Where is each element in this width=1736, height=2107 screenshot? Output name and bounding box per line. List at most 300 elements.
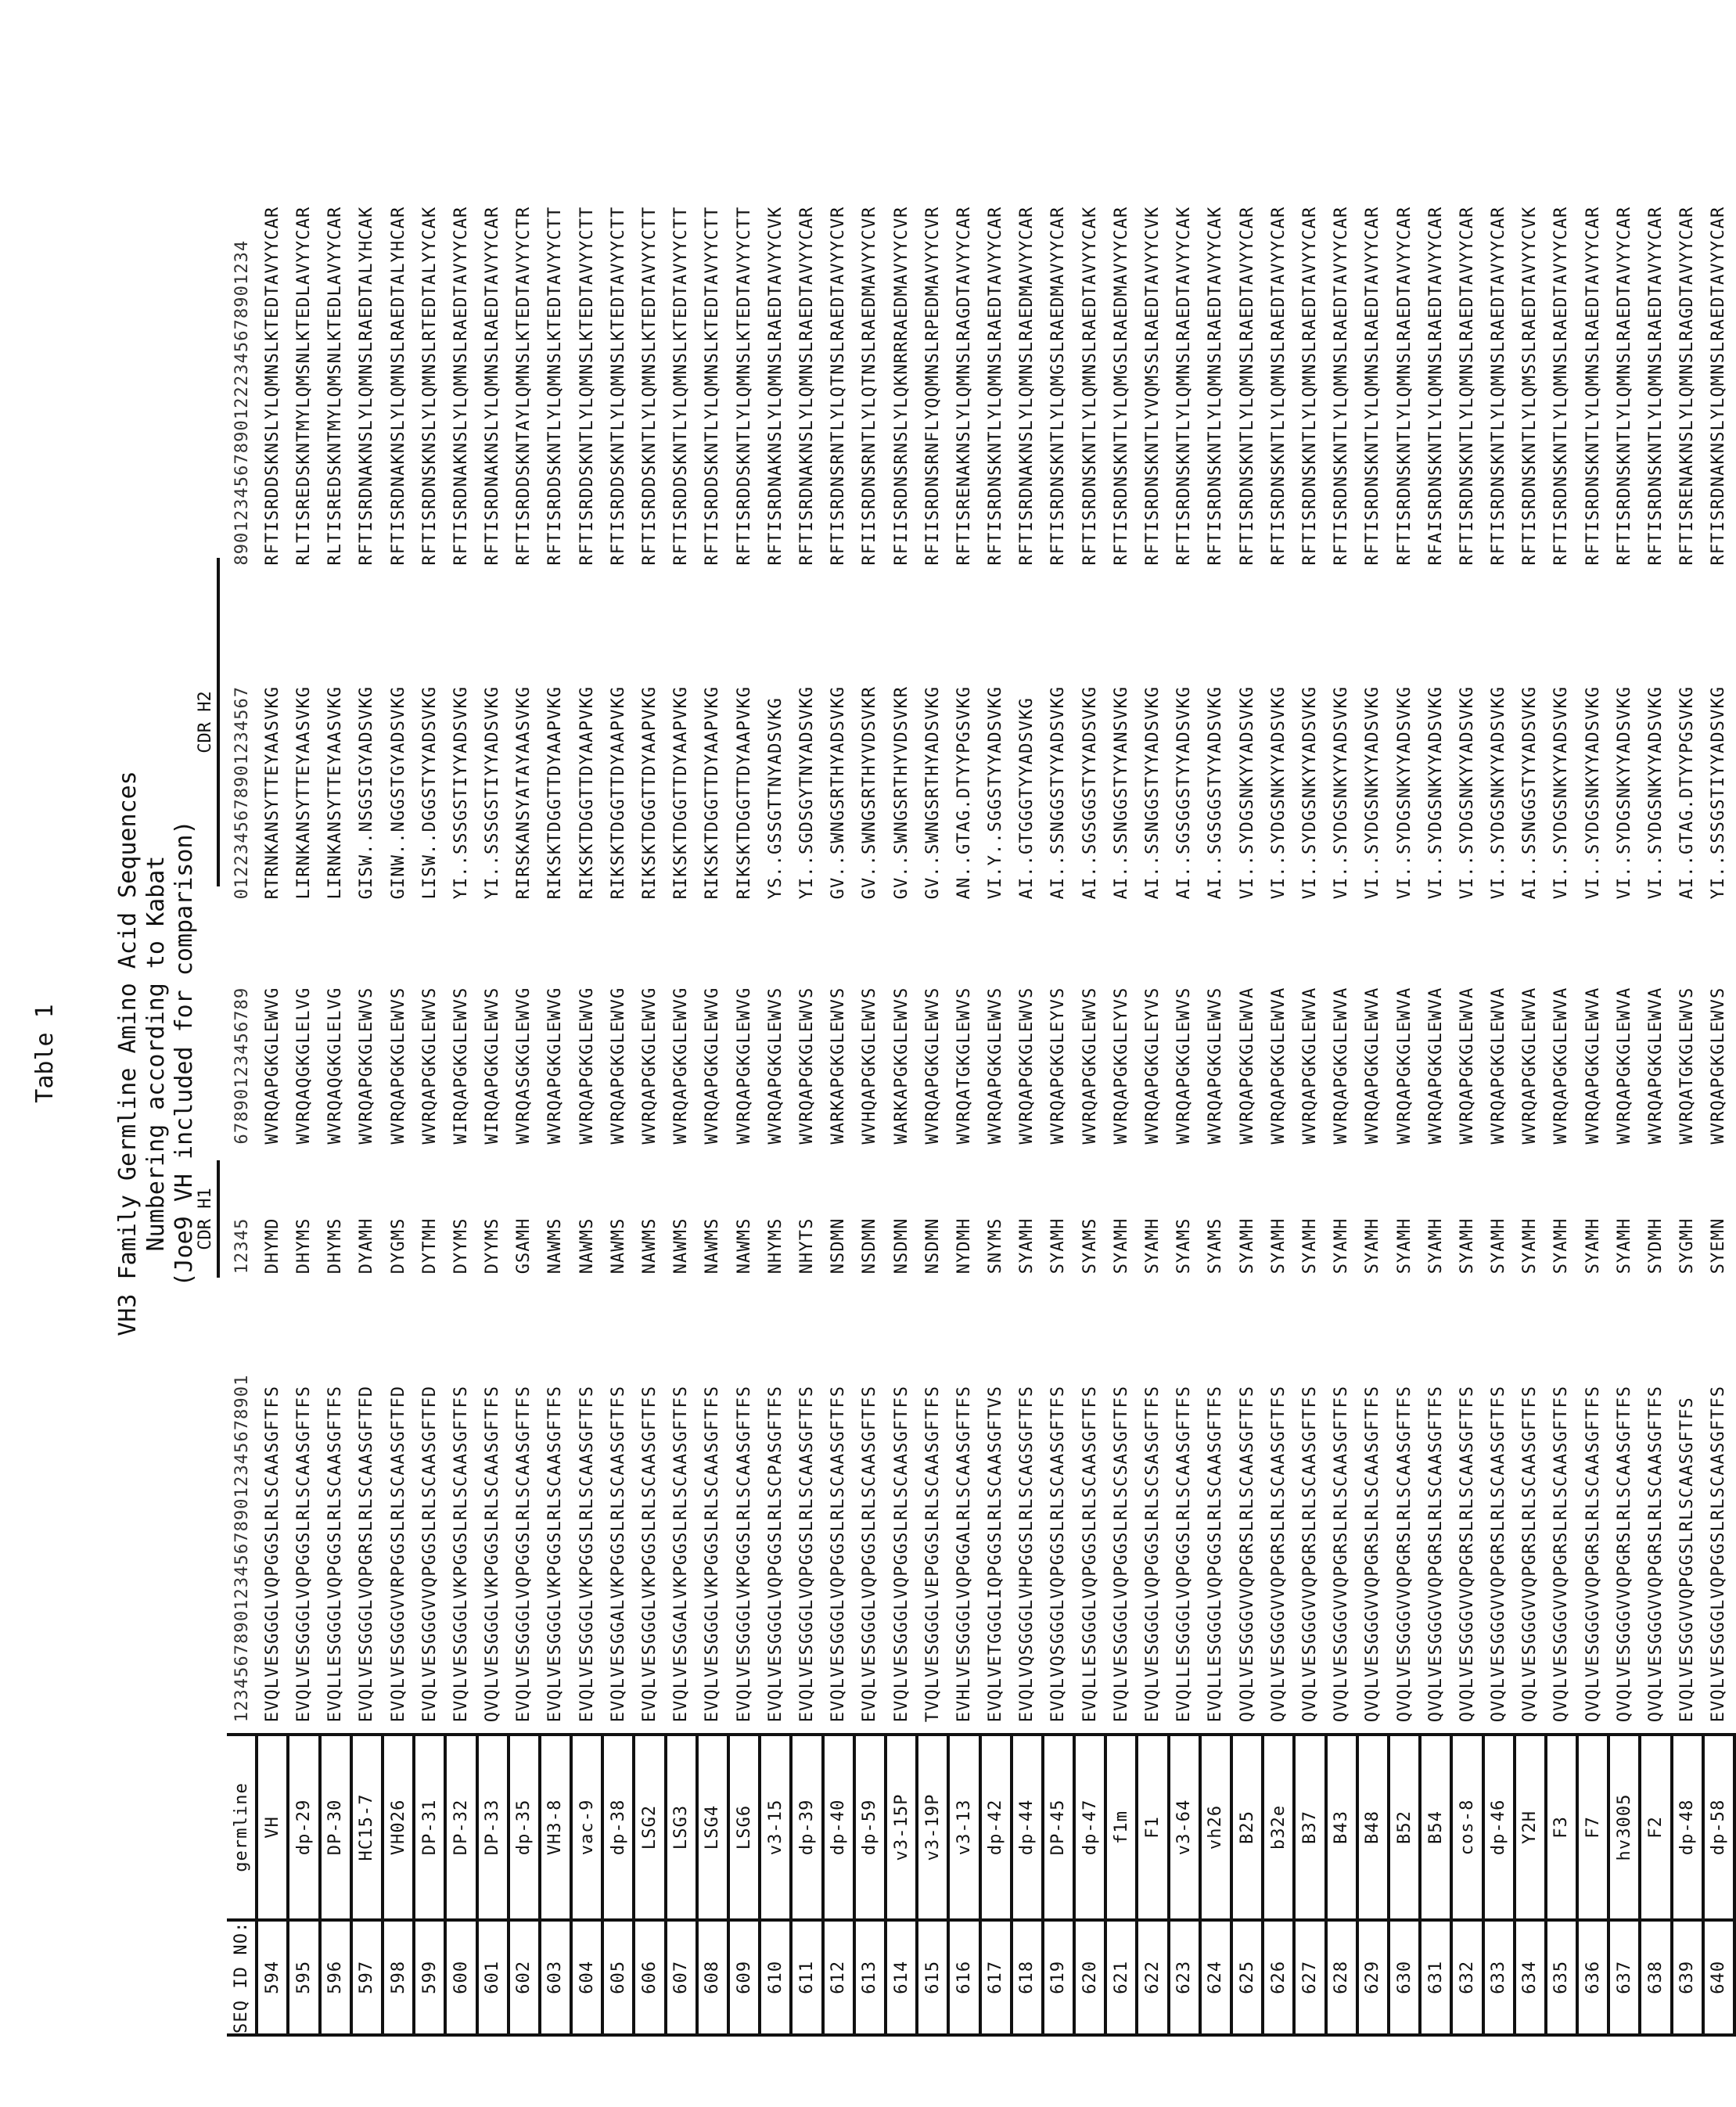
fr3-sequence: RFTISRDNSKNTLYLQMNSLRAEDTAVYYCAR <box>1268 206 1289 566</box>
cdr-h1-sequence: NAWMS <box>608 1217 628 1275</box>
cdr-h2-sequence: LIRNKANSYTTEYAASVKG <box>325 685 346 900</box>
germline-cell: dp-29 <box>288 1735 319 1919</box>
fr1-sequence: QVQLVESGGGVVQPGRSLRLSCAASGFTFS <box>1457 1385 1477 1723</box>
table-row <box>1074 2 1105 2035</box>
seq-id-cell: 629 <box>1357 1920 1389 2035</box>
fr3-sequence: RFTISRDNSKNTLYLQMNSLRAEDTAVYYCAR <box>1237 206 1257 566</box>
table-row <box>1608 2 1640 2035</box>
fr1-sequence: EVQLVESGGGVVQPGGSLRLSCAASGFTFD <box>419 1385 440 1723</box>
fr3-sequence: RLTISREDSKNTMYLQMSNLKTEDLAVYYCAR <box>325 206 346 566</box>
table-row <box>1200 2 1231 2035</box>
fr2-sequence: WVRQAPGKGLEYVS <box>1143 987 1163 1145</box>
table-row <box>1672 2 1703 2035</box>
fr1-sequence: EVQLVESGGGLVQPGGSLRLSCAASGFTFS <box>796 1385 817 1723</box>
seq-id-header: SEQ ID NO: <box>227 1920 257 2035</box>
seq-id-cell: 615 <box>917 1920 948 2035</box>
cdr-h1-sequence: NAWMS <box>640 1217 660 1275</box>
fr1-sequence: QVQLVESGGGVVQPGRSLRLSCAASGFTFS <box>1489 1385 1509 1723</box>
fr3-sequence: RLTISREDSKNTMYLQMSNLKTEDLAVYYCAR <box>293 206 314 566</box>
fr3-sequence: RFTISRENAKNSLYLQMNSLRAGDTAVYYCAR <box>1677 206 1698 566</box>
fr2-sequence: WVRQAPGKGLEWVG <box>545 987 566 1145</box>
cdr-h1-sequence: NHYTS <box>796 1217 817 1275</box>
fr2-sequence: WVRQATGKGLEWVS <box>1677 987 1698 1145</box>
fr1-sequence: QVQLVESGGGVVQPGRSLRLSCAASGFTFS <box>1425 1385 1446 1723</box>
cdr-h2-sequence: RIKSKTDGGTTDYAAPVKG <box>608 685 628 900</box>
cdr-h1-sequence: SYAMH <box>1299 1217 1320 1275</box>
fr2-sequence: WVRQAPGKGLEYVS <box>1111 987 1131 1145</box>
cdr-h1-sequence: DHYMS <box>325 1217 346 1275</box>
fr3-sequence: RFTISRDNSKNTLYLQMNSLRAEDTAVYYCAR <box>1299 206 1320 566</box>
fr1-sequence: EVHLVESGGGLVQPGGALRLSCAASGFTFS <box>954 1385 974 1723</box>
seq-id-cell: 612 <box>823 1920 854 2035</box>
cdr-h2-sequence: AI..SGSGGSTYYADSVKG <box>1206 685 1226 900</box>
seq-id-cell: 595 <box>288 1920 319 2035</box>
fr3-sequence: RFIISRDNSRNTLYLQTNSLRAEDMAVYYCVR <box>860 206 880 566</box>
seq-id-cell: 616 <box>948 1920 979 2035</box>
germline-cell: B37 <box>1294 1735 1325 1919</box>
fr2-sequence: WVRQAPGKGLEWVS <box>1206 987 1226 1145</box>
cdr-h1-sequence: DYYMS <box>483 1217 503 1275</box>
cdr-h2-sequence: GINW..NGGSTGYADSVKG <box>388 685 408 900</box>
fr3-sequence: RFTISRDNSKNTLYLQMNSLRAEDTAVYYCAR <box>1583 206 1603 566</box>
germline-cell: v3-15P <box>886 1735 917 1919</box>
title-block <box>31 0 199 2107</box>
seq-id-cell: 604 <box>571 1920 602 2035</box>
germline-cell: dp-44 <box>1012 1735 1043 1919</box>
fr2-sequence: WVRQAPGKGLEWVS <box>986 987 1006 1145</box>
seq-id-cell: 623 <box>1169 1920 1200 2035</box>
fr3-sequence: RFTISRDNSKNTLYVQMSSLRAEDTAVYYCVK <box>1143 206 1163 566</box>
seq-id-cell: 600 <box>445 1920 476 2035</box>
fr1-sequence: QVQLVESGGGVVQPGRSLRLSCAASGFTFS <box>1363 1385 1383 1723</box>
germline-cell: F7 <box>1577 1735 1608 1919</box>
table-title: VH3 Family Germline Amino Acid Sequences <box>114 771 142 1336</box>
cdr-h1-sequence: NAWMS <box>734 1217 754 1275</box>
table-row <box>948 2 979 2035</box>
seq-id-cell: 601 <box>477 1920 509 2035</box>
germline-cell: v3-64 <box>1169 1735 1200 1919</box>
fr2-sequence: WVRQAPGKGLEWVG <box>640 987 660 1145</box>
seq-id-cell: 597 <box>351 1920 383 2035</box>
fr1-sequence: EVQLVESGGGLVQPGRSLRLSCAASGFTFD <box>357 1385 377 1723</box>
fr2-sequence: WVRQAPGKGLEWVA <box>1583 987 1603 1145</box>
fr3-sequence: RFTISRDNSKNTLYLQMNSLRAEDTAVYYCAR <box>1551 206 1572 566</box>
cdr-h1-sequence: NAWMS <box>545 1217 566 1275</box>
table-row <box>320 2 351 2035</box>
fr2-sequence: WVRQAPGKGLEWVA <box>1520 987 1540 1145</box>
fr2-sequence: WVRQAPGKGLEWVA <box>1457 987 1477 1145</box>
fr1-sequence: EVQLLESGGGLVQPGGSLRLSCAASGFTFS <box>325 1385 346 1723</box>
fr2-sequence: WVRQAPGKGLEWVS <box>1080 987 1100 1145</box>
table-row <box>1703 2 1734 2035</box>
kabat-fr2: 67890123456789 <box>232 987 252 1145</box>
cdr-h1-sequence: SYAMH <box>1457 1217 1477 1275</box>
table-row <box>383 2 414 2035</box>
table-row <box>1451 2 1483 2035</box>
germline-cell: Y2H <box>1515 1735 1546 1919</box>
fr1-sequence: QVQLVESGGGVVQPGRSLRLSCAASGFTFS <box>1237 1385 1257 1723</box>
table-label: Table 1 <box>31 1004 59 1103</box>
germline-cell: dp-58 <box>1703 1735 1734 1919</box>
table-row <box>477 2 509 2035</box>
germline-cell: LSG2 <box>634 1735 665 1919</box>
table-row <box>697 2 728 2035</box>
cdr-h1-sequence: NAWMS <box>671 1217 692 1275</box>
fr2-sequence: WVRQASGKGLEWVG <box>514 987 534 1145</box>
fr2-sequence: WVRQAPGKGLEWVS <box>796 987 817 1145</box>
fr1-sequence: EVQLVESGGGLVQPGGSLRLSCSASGFTFS <box>1143 1385 1163 1723</box>
cdr-h2-sequence: YI..SSSGSTIYYADSVKG <box>451 685 471 900</box>
table-row <box>1483 2 1515 2035</box>
germline-cell: v3-13 <box>948 1735 979 1919</box>
fr3-sequence: RFAISRDNSKNTLYLQMNSLRAEDTAVYYCAR <box>1425 206 1446 566</box>
cdr-h2-sequence: RIKSKTDGGTTDYAAPVKG <box>703 685 723 900</box>
fr3-sequence: RFTISRDNAKNSLYLQMNSLRAEDTAVYYCAR <box>451 206 471 566</box>
table-row <box>257 2 288 2035</box>
seq-id-cell: 635 <box>1546 1920 1577 2035</box>
seq-id-cell: 598 <box>383 1920 414 2035</box>
seq-id-cell: 607 <box>666 1920 697 2035</box>
seq-id-cell: 627 <box>1294 1920 1325 2035</box>
seq-id-cell: 639 <box>1672 1920 1703 2035</box>
seq-id-cell: 617 <box>980 1920 1012 2035</box>
germline-cell: DP-33 <box>477 1735 509 1919</box>
seq-id-cell: 640 <box>1703 1920 1734 2035</box>
cdr-h2-label: CDR H2 <box>196 558 220 886</box>
table-row <box>1105 2 1137 2035</box>
seq-id-cell: 636 <box>1577 1920 1608 2035</box>
fr3-sequence: RFTISRDNAKNSLYLQMNSLRAEDTALYHCAR <box>388 206 408 566</box>
cdr-h2-sequence: VI..SYDGSNKYYADSVKG <box>1299 685 1320 900</box>
table-row <box>728 2 760 2035</box>
table-row <box>1231 2 1263 2035</box>
germline-cell: DP-45 <box>1043 1735 1074 1919</box>
germline-cell: VH <box>257 1735 288 1919</box>
fr2-sequence: WARKAPGKGLEWVS <box>891 987 911 1145</box>
fr1-sequence: QVQLVESGGGVVQPGRSLRLSCAASGFTFS <box>1299 1385 1320 1723</box>
table-row <box>1012 2 1043 2035</box>
kabat-fr1: 1234567890123456789012345678901 <box>232 1374 252 1723</box>
cdr-h1-sequence: SYAMS <box>1080 1217 1100 1275</box>
cdr-h2-sequence: VI..SYDGSNKYYADSVKG <box>1332 685 1352 900</box>
table-row <box>980 2 1012 2035</box>
fr3-sequence: RFTISRDDSKNTLYLQMNSLKTEDTAVYYCTT <box>545 206 566 566</box>
cdr-h2-sequence: VI.Y..SGGSTYYADSVKG <box>986 685 1006 900</box>
cdr-h2-sequence: LISW..DGGSTYYADSVKG <box>419 685 440 900</box>
fr3-sequence: RFTISRDNAKNSLYLQMNSLRAEDTALYHCAK <box>357 206 377 566</box>
fr2-sequence: WVRQAPGKGLEYVS <box>1048 987 1069 1145</box>
fr1-sequence: QVQLVESGGGVVQPGRSLRLSCAASGFTFS <box>1551 1385 1572 1723</box>
cdr-h1-sequence: SYAMH <box>1520 1217 1540 1275</box>
fr1-sequence: EVQLVESGGGLVKPGGSLRLSCAASGFTFS <box>734 1385 754 1723</box>
fr3-sequence: RFTISRDNSKNTLYLQMGSLRAEDMAVYYCAR <box>1048 206 1069 566</box>
fr1-sequence: EVQLVESGGGLVQPGGSLRLSCAASGFTFS <box>891 1385 911 1723</box>
seq-id-cell: 634 <box>1515 1920 1546 2035</box>
fr2-sequence: WVRQAPGKGLEWVG <box>262 987 282 1145</box>
seq-id-cell: 606 <box>634 1920 665 2035</box>
seq-id-cell: 630 <box>1389 1920 1420 2035</box>
fr2-sequence: WVRQAPGKGLEWVS <box>922 987 943 1145</box>
fr1-sequence: EVQLVESGGALVKPGGSLRLSCAASGFTFS <box>608 1385 628 1723</box>
fr2-sequence: WVRQAPGKGLEWVS <box>388 987 408 1145</box>
fr3-sequence: RFTISRDNAKNSLYLQMNSLRAEDTAVYYCVK <box>765 206 785 566</box>
fr1-sequence: QVQLVESGGGVVQPGRSLRLSCAASGFTFS <box>1520 1385 1540 1723</box>
seq-id-cell: 602 <box>509 1920 540 2035</box>
cdr-h1-sequence: NSDMN <box>891 1217 911 1275</box>
seq-id-cell: 633 <box>1483 1920 1515 2035</box>
fr2-sequence: WVRQAPGKGLEWVA <box>1394 987 1414 1145</box>
cdr-h1-sequence: DYTMH <box>419 1217 440 1275</box>
fr3-sequence: RFTISRDNAKNSLYLQMNSLRAEDMAVYYCAR <box>1017 206 1037 566</box>
cdr-h1-sequence: SYAMH <box>1489 1217 1509 1275</box>
fr1-sequence: EVQLVESGGGLVQPGGSLRLSCAASGFTFS <box>293 1385 314 1723</box>
germline-cell: dp-42 <box>980 1735 1012 1919</box>
cdr-h1-sequence: SYAMH <box>1363 1217 1383 1275</box>
cdr-h2-sequence: LIRNKANSYTTEYAASVKG <box>293 685 314 900</box>
table-note: (Joe9 VH included for comparison) <box>171 820 198 1287</box>
germline-cell: vac-9 <box>571 1735 602 1919</box>
fr3-sequence: RFTISRDDSKNTLYLQMNSLKTEDTAVYYCTT <box>640 206 660 566</box>
seq-id-cell: 638 <box>1640 1920 1671 2035</box>
table-row <box>666 2 697 2035</box>
fr1-sequence: EVQLVESGGGLVQPGGSLRLSCAASGFTFS <box>860 1385 880 1723</box>
cdr-h1-sequence: SYAMH <box>1394 1217 1414 1275</box>
germline-cell: cos-8 <box>1451 1735 1483 1919</box>
cdr-h1-sequence: SYAMH <box>1332 1217 1352 1275</box>
fr2-sequence: WVRQAPGKGLEWVS <box>357 987 377 1145</box>
fr3-sequence: RFTISRDNSKNTLYLQMNSLRAEDTAVYYCAR <box>1394 206 1414 566</box>
germline-cell: F1 <box>1137 1735 1168 1919</box>
fr1-sequence: EVQLVESGGGLVKPGGSLRLSCAASGFTFS <box>545 1385 566 1723</box>
fr2-sequence: WIRQAPGKGLEWVS <box>483 987 503 1145</box>
cdr-h2-sequence: YI..SGDSGYTNYADSVKG <box>796 685 817 900</box>
germline-cell: dp-46 <box>1483 1735 1515 1919</box>
table-row <box>351 2 383 2035</box>
table-row <box>1420 2 1451 2035</box>
cdr-h1-sequence: NSDMN <box>922 1217 943 1275</box>
germline-cell: B43 <box>1326 1735 1357 1919</box>
fr1-sequence: EVQLVESGGGLVKPGGSLRLSCAASGFTFS <box>451 1385 471 1723</box>
germline-cell: v3-15 <box>760 1735 791 1919</box>
fr3-sequence: RFTISRDNSKNTLYLQMNSLRAEDTAVYYCAK <box>1080 206 1100 566</box>
cdr-h2-sequence: AN..GTAG.DTYYPGSVKG <box>954 685 974 900</box>
fr1-sequence: EVQLVESGGGLVQPGGSLRLSCSASGFTFS <box>1111 1385 1131 1723</box>
seq-id-cell: 610 <box>760 1920 791 2035</box>
germline-cell: HC15-7 <box>351 1735 383 1919</box>
cdr-h2-sequence: VI..SYDGSNKYYADSVKG <box>1583 685 1603 900</box>
cdr-h2-sequence: AI..SSNGGSTYYADSVKG <box>1048 685 1069 900</box>
table-row <box>1326 2 1357 2035</box>
seq-id-cell: 622 <box>1137 1920 1168 2035</box>
fr3-sequence: RFTISRDNSKNTLYLQMNSLRAEDTAVYYCAR <box>1489 206 1509 566</box>
table-row <box>791 2 822 2035</box>
fr2-sequence: WVRQAPGKGLEWVS <box>419 987 440 1145</box>
seq-id-cell: 637 <box>1608 1920 1640 2035</box>
cdr-h1-sequence: SYAMH <box>1143 1217 1163 1275</box>
table-row <box>1515 2 1546 2035</box>
cdr-h1-sequence: SYAMH <box>1425 1217 1446 1275</box>
cdr-h2-sequence: AI..SSNGGSTYYADSVKG <box>1520 685 1540 900</box>
fr1-sequence: QVQLVESGGGVVQPGRSLRLSCAASGFTFS <box>1614 1385 1634 1723</box>
fr1-sequence: QVQLVESGGGVVQPGRSLRLSCAASGFTFS <box>1394 1385 1414 1723</box>
cdr-h2-sequence: RIKSKTDGGTTDYAAPVKG <box>671 685 692 900</box>
seq-id-cell: 632 <box>1451 1920 1483 2035</box>
seq-id-cell: 596 <box>320 1920 351 2035</box>
fr2-sequence: WVRQAPGKGLEWVG <box>734 987 754 1145</box>
fr3-sequence: RFTISRENAKNSLYLQMNSLRAGDTAVYYCAR <box>954 206 974 566</box>
fr3-sequence: RFTISRDNSKNTLYLQMNSLRAEDTAVYYCAK <box>1174 206 1195 566</box>
fr2-sequence: WVRQAPGKGLEWVA <box>1332 987 1352 1145</box>
fr2-sequence: WVRQAPGKGLEWVA <box>1551 987 1572 1145</box>
cdr-h1-sequence: DHYMD <box>262 1217 282 1275</box>
cdr-h2-sequence: RIKSKTDGGTTDYAAPVKG <box>734 685 754 900</box>
fr3-sequence: RFTISRDDSKNTLYLQMNSLKTEDTAVYYCTT <box>671 206 692 566</box>
kabat-cdr2: 0122345678901234567 <box>232 685 252 900</box>
cdr-h2-sequence: AI..SSNGGSTYYANSVKG <box>1111 685 1131 900</box>
fr3-sequence: RFTISRDDSKNTLYLQMNSLKTEDTAVYYCTT <box>577 206 597 566</box>
fr1-sequence: EVQLVQSGGGLVQPGGSLRLSCAASGFTFS <box>1048 1385 1069 1723</box>
fr1-sequence: EVQLVESGGVVQPGGSLRLSCAASGFTFS <box>1677 1397 1698 1723</box>
fr1-sequence: EVQLVESGGGLVQPGGSLRLSCAASGFTFS <box>262 1385 282 1723</box>
fr3-sequence: RFTISRDDSKNTLYLQMNSLKTEDTAVYYCTT <box>734 206 754 566</box>
cdr-h2-sequence: RIKSKTDGGTTDYAAPVKG <box>640 685 660 900</box>
table-row <box>917 2 948 2035</box>
table-row <box>445 2 476 2035</box>
fr2-sequence: WVRQAPGKGLEWVA <box>1299 987 1320 1145</box>
cdr-h1-sequence: SYAMH <box>1583 1217 1603 1275</box>
table-row <box>886 2 917 2035</box>
germline-cell: VH026 <box>383 1735 414 1919</box>
fr1-sequence: TVQLVESGGGLVEPGGSLRLSCAASGFTFS <box>922 1385 943 1723</box>
cdr-h1-sequence: SYDMH <box>1646 1217 1666 1275</box>
cdr-h2-sequence: VI..SYDGSNKYYADSVKG <box>1425 685 1446 900</box>
germline-cell: dp-38 <box>602 1735 634 1919</box>
cdr-h2-sequence: VI..SYDGSNKYYADSVKG <box>1646 685 1666 900</box>
kabat-fr3: 89012345678901222345678901234 <box>232 239 252 566</box>
fr1-sequence: EVQLVESGGGLVQPGGSLRLSCAASGFTFS <box>514 1385 534 1723</box>
fr2-sequence: WVRQAPGKGLEWVA <box>1425 987 1446 1145</box>
seq-id-cell: 613 <box>854 1920 886 2035</box>
cdr-h2-sequence: GV..SWNGSRTHYADSVKG <box>828 685 849 900</box>
seq-id-cell: 625 <box>1231 1920 1263 2035</box>
cdr-h2-sequence: VI..SYDGSNKYYADSVKG <box>1268 685 1289 900</box>
germline-cell: LSG6 <box>728 1735 760 1919</box>
cdr-h1-sequence: SYAMH <box>1237 1217 1257 1275</box>
germline-cell: F3 <box>1546 1735 1577 1919</box>
fr3-sequence: RFTISRDNSKNTLYLQMNSLRAEDTAVYYCAR <box>1646 206 1666 566</box>
table-row <box>540 2 571 2035</box>
fr1-sequence: QVQLVESGGGVVQPGRSLRLSCAASGFTFS <box>1583 1385 1603 1723</box>
table-row <box>1294 2 1325 2035</box>
fr2-sequence: WVRQATGKGLEWVS <box>954 987 974 1145</box>
germline-cell: dp-48 <box>1672 1735 1703 1919</box>
seq-id-cell: 631 <box>1420 1920 1451 2035</box>
germline-cell: f1m <box>1105 1735 1137 1919</box>
table-row <box>823 2 854 2035</box>
germline-cell: LSG4 <box>697 1735 728 1919</box>
cdr-h1-sequence: SYGMH <box>1677 1217 1698 1275</box>
fr1-sequence: EVQLVESGGGVVRPGGSLRLSCAASGFTFD <box>388 1385 408 1723</box>
fr3-sequence: RFTISRDNSKNTLYLQMNSLRAEDTAVYYCAR <box>1332 206 1352 566</box>
fr1-sequence: EVQLLESGGGLVQPGGSLRLSCAASGFTFS <box>1080 1385 1100 1723</box>
cdr-h1-sequence: NSDMN <box>828 1217 849 1275</box>
fr1-sequence: QVQLVESGGGVVQPGRSLRLSCAASGFTFS <box>1646 1385 1666 1723</box>
fr3-sequence: RFTISRDNSKNTLYLQMNSLRAEDTAVYYCAR <box>1363 206 1383 566</box>
germline-cell: B54 <box>1420 1735 1451 1919</box>
table-row <box>1577 2 1608 2035</box>
fr3-sequence: RFTISRDNAKNSLYLQMNSLRAEDTAVYYCAR <box>796 206 817 566</box>
fr2-sequence: WVRQAPGKGLEWVG <box>671 987 692 1145</box>
cdr-h2-sequence: VI..SYDGSNKYYADSVKG <box>1614 685 1634 900</box>
fr2-sequence: WVRQAPGKGLEWVA <box>1268 987 1289 1145</box>
table-row <box>509 2 540 2035</box>
cdr-h1-sequence: SYAMH <box>1614 1217 1634 1275</box>
fr2-sequence: WVRQAPGKGLEWVA <box>1237 987 1257 1145</box>
fr3-sequence: RFTISRDNSKNTLYLQMNSLRAEDTAVYYCAR <box>1614 206 1634 566</box>
fr2-sequence: WVRQAPGKGLEWVA <box>1363 987 1383 1145</box>
fr3-sequence: RFIISRDNSRNFLYQQMNSLRPEDMAVYYCVR <box>922 206 943 566</box>
fr1-sequence: QVQLVESGGGVVQPGRSLRLSCAASGFTFS <box>1332 1385 1352 1723</box>
fr2-sequence: WVRQAPGKGLEWVA <box>1614 987 1634 1145</box>
fr3-sequence: RFTISRDNAKNSLYLQMNSLRAEDTAVYYCAR <box>1709 206 1729 566</box>
fr1-sequence: EVQLLESGGGLVQPGGSLRLSCAASGFTFS <box>1174 1385 1195 1723</box>
table-subtitle: Numbering according to Kabat <box>142 855 170 1252</box>
table-row <box>1640 2 1671 2035</box>
fr3-sequence: RFTISRDDSKNTLYLQMNSLKTEDTAVYYCTT <box>608 206 628 566</box>
fr1-sequence: QVQLVESGGGLVKPGGSLRLSCAASGFTFS <box>483 1385 503 1723</box>
fr2-sequence: WARKAPGKGLEWVS <box>828 987 849 1145</box>
fr1-sequence: EVQLVESGGALVKPGGSLRLSCAASGFTFS <box>671 1385 692 1723</box>
germline-cell: DP-32 <box>445 1735 476 1919</box>
seq-id-cell: 599 <box>414 1920 445 2035</box>
fr3-sequence: RFTISRDNSKNTLYLQMGSLRAEDMAVYYCAR <box>1111 206 1131 566</box>
cdr-h2-sequence: VI..SYDGSNKYYADSVKG <box>1363 685 1383 900</box>
cdr-h1-sequence: SYAMH <box>1017 1217 1037 1275</box>
seq-id-cell: 605 <box>602 1920 634 2035</box>
table-row <box>1263 2 1294 2035</box>
seq-id-cell: 608 <box>697 1920 728 2035</box>
fr3-sequence: RFTISRDNSKNTLYLQMNSLRAEDTAVYYCAR <box>986 206 1006 566</box>
cdr-h1-sequence: DYYMS <box>451 1217 471 1275</box>
seq-id-cell: 618 <box>1012 1920 1043 2035</box>
fr1-sequence: EVQLVETGGGLIQPGGSLRLSCAASGFTVS <box>986 1385 1006 1723</box>
germline-header: germline <box>227 1735 257 1919</box>
cdr-h1-sequence: SYAMH <box>1048 1217 1069 1275</box>
table-row <box>760 2 791 2035</box>
fr3-sequence: RFTISRDNSKNTLYLQMNSLRAEDTAVYYCAR <box>1457 206 1477 566</box>
cdr-h2-sequence: VI..SYDGSNKYYADSVKG <box>1237 685 1257 900</box>
seq-id-cell: 628 <box>1326 1920 1357 2035</box>
germline-cell: B52 <box>1389 1735 1420 1919</box>
cdr-h2-sequence: YI..SSSGSTIYYADSVKG <box>1709 685 1729 900</box>
fr1-sequence: EVQLVESGGGLVQPGGSLRLSCAASGFTFS <box>1709 1385 1729 1723</box>
germline-cell: B48 <box>1357 1735 1389 1919</box>
cdr-h1-sequence: SYEMN <box>1709 1217 1729 1275</box>
cdr-h2-sequence: RTRNKANSYTTEYAASVKG <box>262 685 282 900</box>
kabat-cdr1: 12345 <box>232 1217 252 1275</box>
table-row <box>1546 2 1577 2035</box>
germline-cell: F2 <box>1640 1735 1671 1919</box>
table-row <box>1357 2 1389 2035</box>
germline-cell: hv3005 <box>1608 1735 1640 1919</box>
cdr-h2-sequence: AI..SGSGGSTYYADSVKG <box>1080 685 1100 900</box>
cdr-h1-sequence: SYAMH <box>1268 1217 1289 1275</box>
table-row <box>1137 2 1168 2035</box>
cdr-h2-sequence: AI..SGSGGSTYYADSVKG <box>1174 685 1195 900</box>
cdr-h2-sequence: AI..SSNGGSTYYADSVKG <box>1143 685 1163 900</box>
germline-cell: DP-31 <box>414 1735 445 1919</box>
cdr-h2-sequence: RIRSKANSYATAYAASVKG <box>514 685 534 900</box>
